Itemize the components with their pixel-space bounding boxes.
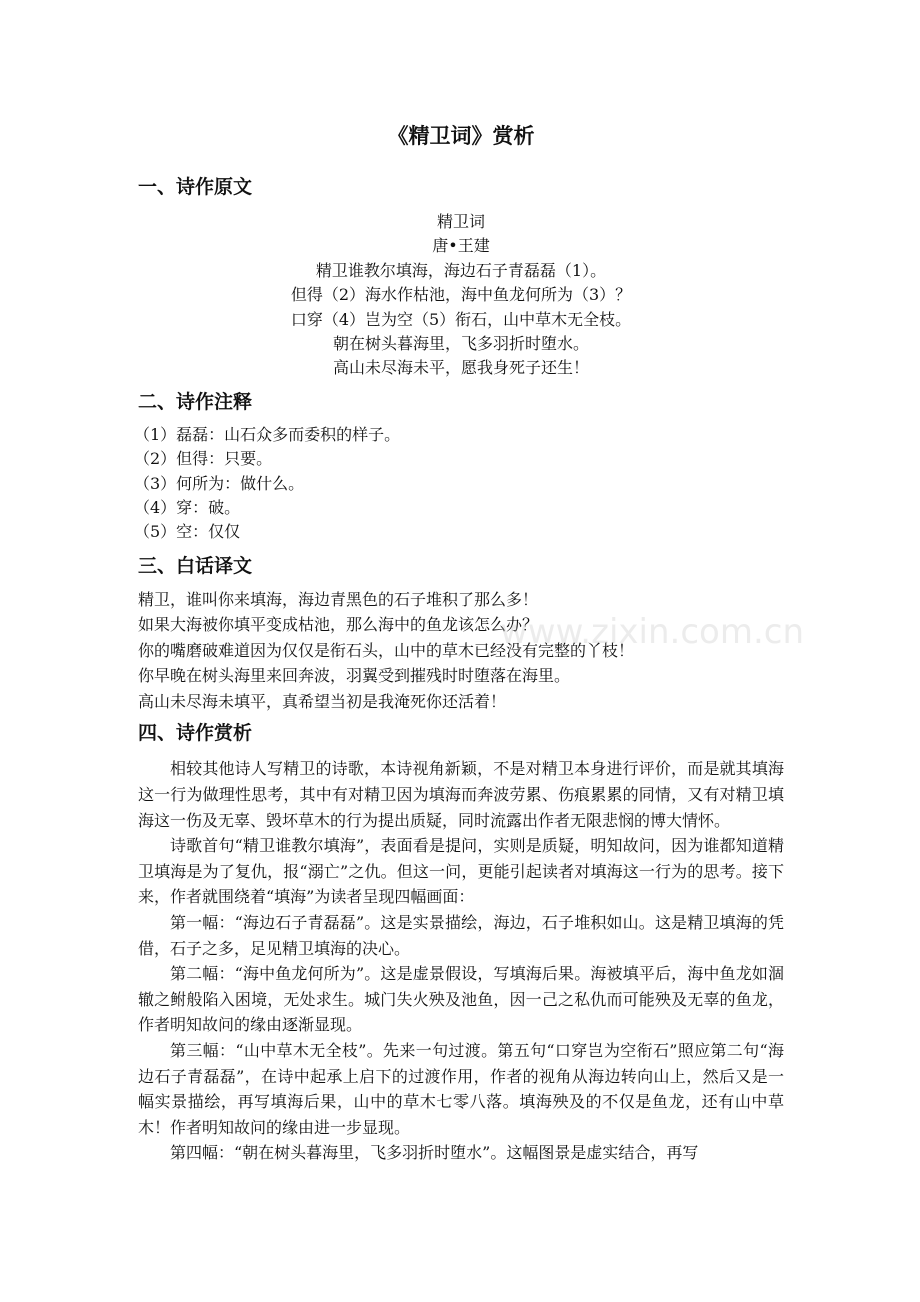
translation-line: 高山未尽海未填平，真希望当初是我淹死你还活着！ <box>138 691 507 711</box>
analysis-paragraph: 第三幅：“山中草木无全枝”。先来一句过渡。第五句“口穿岂为空衔石”照应第二句“海边石子青磊磊”，在诗中起承上启下的过渡作用，作者的视角从海边转向山上，然后又是一幅实景描绘，再写填海后果，山中的草木七零八落。填海殃及的不仅是鱼龙，还有山中草木！作者明知故问的缘由进一步显现。 <box>138 1040 784 1137</box>
translation-line: 你早晚在树头海里来回奔波，羽翼受到摧残时时堕落在海里。 <box>138 666 571 686</box>
notes-list <box>134 423 784 545</box>
analysis-paragraph: 诗歌首句“精卫谁教尔填海”，表面看是提问，实则是质疑，明知故问，因为谁都知道精卫填海是为了复仇，报“溺亡”之仇。但这一问，更能引起读者对填海这一行为的思考。接下来，作者就围绕着“填海”为读者呈现四幅画面： <box>138 836 784 907</box>
translation-line: 你的嘴磨破难道因为仅仅是衔石头，山中的草木已经没有完整的丫枝！ <box>138 640 635 660</box>
poem-title: 精卫词 <box>436 212 485 231</box>
analysis-block <box>138 756 784 1166</box>
poem-block <box>138 210 784 381</box>
poem-line: 精卫谁教尔填海，海边石子青磊磊（1）。 <box>315 260 607 280</box>
section-heading-notes: 二、诗作注释 <box>138 390 253 413</box>
analysis-paragraph: 第四幅：“朝在树头暮海里，飞多羽折时堕水”。这幅图景是虚实结合，再写 <box>170 1143 699 1163</box>
note-item: （3）何所为：做什么。 <box>134 473 305 493</box>
note-item: （2）但得：只要。 <box>134 449 273 469</box>
translation-line: 精卫，谁叫你来填海，海边青黑色的石子堆积了那么多！ <box>138 589 539 609</box>
section-heading-translation: 三、白话译文 <box>138 554 253 577</box>
poem-line: 高山未尽海未平，愿我身死子还生！ <box>332 358 589 378</box>
section-heading-original: 一、诗作原文 <box>138 176 253 198</box>
note-item: （5）空：仅仅 <box>134 522 241 542</box>
poem-author: 唐•王建 <box>432 236 490 256</box>
section-heading-analysis: 四、诗作赏析 <box>138 722 253 745</box>
poem-line: 但得（2）海水作枯池，海中鱼龙何所为（3）？ <box>290 285 632 305</box>
analysis-paragraph: 第一幅：“海边石子青磊磊”。这是实景描绘，海边，石子堆积如山。这是精卫填海的凭借，石子之多，足见精卫填海的决心。 <box>138 912 784 958</box>
document-page <box>134 118 784 1166</box>
note-item: （4）穿：破。 <box>134 498 241 518</box>
poem-line: 口穿（4）岂为空（5）衔石，山中草木无全枝。 <box>290 309 632 329</box>
note-item: （1）磊磊：山石众多而委积的样子。 <box>134 424 401 444</box>
analysis-paragraph: 第二幅：“海中鱼龙何所为”。这是虚景假设，写填海后果。海被填平后，海中鱼龙如涸辙之鲋般陷入困境，无处求生。城门失火殃及池鱼，因一己之私仇而可能殃及无辜的鱼龙，作者明知故问的缘由逐渐显现。 <box>138 964 784 1035</box>
analysis-paragraph: 相较其他诗人写精卫的诗歌，本诗视角新颖，不是对精卫本身进行评价，而是就其填海这一行为做理性思考，其中有对精卫因为填海而奔波劳累、伤痕累累的同情，又有对精卫填海这一伤及无辜、毁坏草木的行为提出质疑，同时流露出作者无限悲悯的博大情怀。 <box>138 759 784 830</box>
poem-line: 朝在树头暮海里，飞多羽折时堕水。 <box>332 334 589 354</box>
translation-block <box>138 587 784 715</box>
translation-line: 如果大海被你填平变成枯池，那么海中的鱼龙该怎么办？ <box>138 615 539 635</box>
watermark: www.zixin.com.cn <box>500 612 804 652</box>
document-title: 《精卫词》赏析 <box>387 124 535 148</box>
